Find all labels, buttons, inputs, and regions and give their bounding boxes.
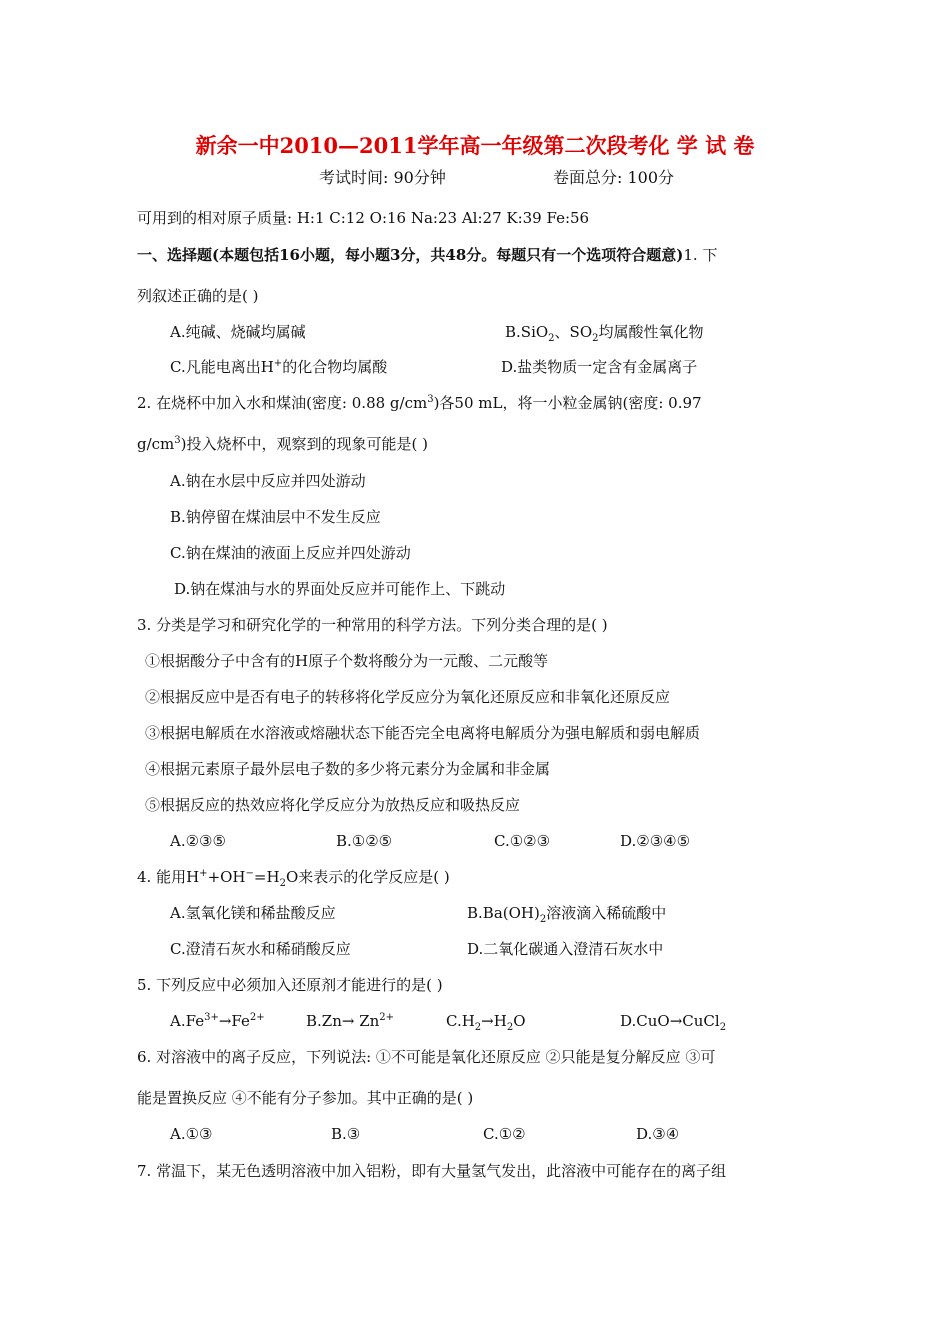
q1-option-b: B.SiO$_2$、$SO_2$均属酸性氧化物 [505, 323, 704, 344]
q1-option-a: A.纯碱、烧碱均属碱 [170, 323, 306, 341]
q5-stem: 5. 下列反应中必须加入还原剂才能进行的是( ) [137, 976, 443, 994]
q2-option-d: D.钠在煤油与水的界面处反应并可能作上、下跳动 [174, 580, 506, 598]
q3-option-d: D.②③④⑤ [620, 832, 691, 850]
q5-option-d: D.CuO→CuCl$_2$ [620, 1012, 727, 1033]
q6-option-d: D.③④ [636, 1125, 680, 1143]
q3-statement-4: ④根据元素原子最外层电子数的多少将元素分为金属和非金属 [145, 760, 551, 778]
q1-stem: 列叙述正确的是( ) [137, 287, 259, 305]
q4-option-d: D.二氧化碳通入澄清石灰水中 [467, 940, 664, 958]
atomic-masses: 可用到的相对原子质量: H:1 C:12 O:16 Na:23 Al:27 K:39 Fe:56 [137, 209, 590, 227]
q5-option-c: $C.H_2\to H_2O$ [446, 1012, 526, 1033]
q3-statement-3: ③根据电解质在水溶液或熔融状态下能否完全电离将电解质分为强电解质和弱电解质 [145, 724, 701, 742]
q3-statement-1: ①根据酸分子中含有的H原子个数将酸分为一元酸、二元酸等 [145, 652, 549, 670]
q3-option-a: A.②③⑤ [170, 832, 226, 850]
q6-stem-line1: 6. 对溶液中的离子反应，下列说法: ①不可能是氧化还原反应 ②只能是复分解反应 ③可 [137, 1048, 716, 1066]
q2-option-b: B.钠停留在煤油层中不发生反应 [170, 508, 381, 526]
q7-stem-line1: 7. 常温下，某无色透明溶液中加入铝粉，即有大量氢气发出，此溶液中可能存在的离子组 [137, 1162, 727, 1180]
q3-statement-5: ⑤根据反应的热效应将化学反应分为放热反应和吸热反应 [145, 796, 521, 814]
exam-title: 新余一中2010—2011学年高一年级第二次段考化 学 试 卷 [195, 133, 755, 158]
q6-option-b: B.③ [331, 1125, 361, 1143]
q2-option-a: A.钠在水层中反应并四处游动 [170, 472, 366, 490]
section-1-heading: 一、选择题(本题包括16小题，每小题3分，共48分。每题只有一个选项符合题意) [137, 246, 684, 264]
q1-option-c: C.凡能电离出H+的化合物均属酸 [170, 358, 388, 376]
exam-time: 考试时间: 90分钟 [319, 168, 446, 187]
q4-stem: 4. 能用$H^++OH^-=H_2O$来表示的化学反应是( ) [137, 868, 450, 889]
q4-option-b: $B.Ba(OH)_2$溶液滴入稀硫酸中 [467, 904, 667, 925]
q1-number: 1. 下 [683, 246, 718, 264]
q5-option-a: $A.Fe^{3+}\to Fe^{2+}$ [170, 1012, 265, 1030]
q5-option-b: $B.Zn\to Zn^{2+}$ [306, 1012, 395, 1030]
q1-option-d: D.盐类物质一定含有金属离子 [501, 358, 698, 376]
q3-option-b: B.①②⑤ [336, 832, 393, 850]
q6-option-a: A.①③ [170, 1125, 213, 1143]
total-score: 卷面总分: 100分 [553, 168, 675, 187]
section-heading [137, 245, 717, 265]
q3-option-c: C.①②③ [494, 832, 551, 850]
q6-option-c: C.①② [483, 1125, 526, 1143]
q4-option-c: C.澄清石灰水和稀硝酸反应 [170, 940, 351, 958]
q4-option-a: A.氢氧化镁和稀盐酸反应 [170, 904, 336, 922]
q2-stem-line1: 2. 在烧杯中加入水和煤油(密度: 0.88 $g/cm^3$)各50 mL，将一小粒金属钠(密度: 0.97 [137, 394, 702, 412]
q2-stem-line2: $g/cm^3$)投入烧杯中，观察到的现象可能是( ) [137, 435, 428, 453]
q2-option-c: C.钠在煤油的液面上反应并四处游动 [170, 544, 411, 562]
q3-stem: 3. 分类是学习和研究化学的一种常用的科学方法。下列分类合理的是( ) [137, 616, 608, 634]
q3-statement-2: ②根据反应中是否有电子的转移将化学反应分为氧化还原反应和非氧化还原反应 [145, 688, 671, 706]
q6-stem-line2: 能是置换反应 ④不能有分子参加。其中正确的是( ) [137, 1089, 474, 1107]
